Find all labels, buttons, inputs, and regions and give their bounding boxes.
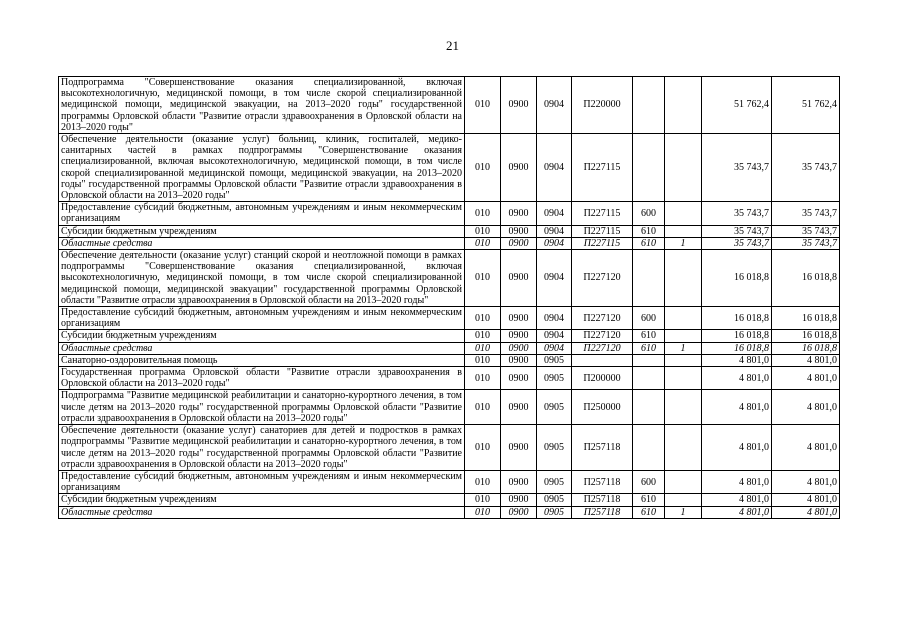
table-row <box>59 330 840 342</box>
amount-1: 16 018,8 <box>702 250 772 307</box>
ved-code: 010 <box>465 225 501 237</box>
amount-1: 16 018,8 <box>702 307 772 330</box>
subsection-code: 0904 <box>537 237 572 249</box>
expense-type-code: 610 <box>633 225 665 237</box>
amount-2: 51 762,4 <box>772 77 840 134</box>
funding-source-code <box>665 367 702 390</box>
amount-1: 4 801,0 <box>702 506 772 518</box>
subsection-code: 0904 <box>537 307 572 330</box>
subsection-code: 0905 <box>537 367 572 390</box>
subsection-code: 0904 <box>537 77 572 134</box>
target-article-code: П227115 <box>572 225 633 237</box>
section-code: 0900 <box>501 202 537 225</box>
subsection-code: 0905 <box>537 494 572 506</box>
table-body <box>59 77 840 519</box>
subsection-code: 0904 <box>537 342 572 354</box>
amount-2: 16 018,8 <box>772 342 840 354</box>
table-row <box>59 250 840 307</box>
subsection-code: 0904 <box>537 134 572 202</box>
row-name: Подпрограмма "Развитие медицинской реабилитации и санаторно-курортного лечения, в том числе детям на 2013–2020 годы" государственной программы Орловской области "Развитие отрасли здравоохранения в Орловской области на 2013–2020 годы" <box>59 390 465 425</box>
amount-1: 35 743,7 <box>702 202 772 225</box>
funding-source-code <box>665 470 702 493</box>
table-row <box>59 506 840 518</box>
table-row <box>59 134 840 202</box>
amount-1: 16 018,8 <box>702 330 772 342</box>
target-article-code: П227120 <box>572 307 633 330</box>
row-name: Предоставление субсидий бюджетным, автономным учреждениям и иным некоммерческим организациям <box>59 470 465 493</box>
amount-1: 4 801,0 <box>702 494 772 506</box>
row-name: Санаторно-оздоровительная помощь <box>59 354 465 366</box>
target-article-code <box>572 354 633 366</box>
target-article-code: П257118 <box>572 494 633 506</box>
section-code: 0900 <box>501 330 537 342</box>
ved-code: 010 <box>465 390 501 425</box>
amount-2: 4 801,0 <box>772 470 840 493</box>
row-name: Предоставление субсидий бюджетным, автономным учреждениям и иным некоммерческим организациям <box>59 202 465 225</box>
table-row <box>59 425 840 471</box>
funding-source-code <box>665 354 702 366</box>
expense-type-code <box>633 367 665 390</box>
row-name: Субсидии бюджетным учреждениям <box>59 225 465 237</box>
expense-type-code: 600 <box>633 202 665 225</box>
target-article-code: П257118 <box>572 425 633 471</box>
table-row <box>59 202 840 225</box>
ved-code: 010 <box>465 250 501 307</box>
subsection-code: 0905 <box>537 390 572 425</box>
row-name: Областные средства <box>59 237 465 249</box>
row-name: Обеспечение деятельности (оказание услуг) санаториев для детей и подростков в рамках подпрограммы "Развитие медицинской реабилитации и санаторно-курортного лечения, в том числе детям на 2013–2020 годы" государственной программы Орловской области "Развитие отрасли здравоохранения в Орловской области на 2013–2020 годы" <box>59 425 465 471</box>
section-code: 0900 <box>501 470 537 493</box>
section-code: 0900 <box>501 250 537 307</box>
amount-1: 4 801,0 <box>702 354 772 366</box>
table-row <box>59 354 840 366</box>
amount-1: 4 801,0 <box>702 367 772 390</box>
section-code: 0900 <box>501 77 537 134</box>
section-code: 0900 <box>501 225 537 237</box>
ved-code: 010 <box>465 470 501 493</box>
amount-1: 4 801,0 <box>702 390 772 425</box>
expense-type-code: 610 <box>633 330 665 342</box>
ved-code: 010 <box>465 237 501 249</box>
row-name: Обеспечение деятельности (оказание услуг) больниц, клиник, госпиталей, медико-санитарных частей в рамках подпрограммы "Совершенствование оказания специализированной, включая высокотехнологичную, медицинской помощи, в том числе скорой специализированной медицинской помощи, медицинской эвакуации, на 2013–2020 годы" государственной программы Орловской области "Развитие отрасли здравоохранения в Орловской области на 2013–2020 годы" <box>59 134 465 202</box>
amount-2: 35 743,7 <box>772 202 840 225</box>
ved-code: 010 <box>465 342 501 354</box>
section-code: 0900 <box>501 425 537 471</box>
amount-1: 51 762,4 <box>702 77 772 134</box>
funding-source-code <box>665 494 702 506</box>
amount-2: 35 743,7 <box>772 237 840 249</box>
subsection-code: 0905 <box>537 354 572 366</box>
target-article-code: П220000 <box>572 77 633 134</box>
funding-source-code <box>665 77 702 134</box>
target-article-code: П227120 <box>572 342 633 354</box>
section-code: 0900 <box>501 354 537 366</box>
amount-2: 16 018,8 <box>772 307 840 330</box>
expense-type-code: 610 <box>633 506 665 518</box>
target-article-code: П257118 <box>572 506 633 518</box>
ved-code: 010 <box>465 425 501 471</box>
table-row <box>59 470 840 493</box>
ved-code: 010 <box>465 134 501 202</box>
amount-1: 35 743,7 <box>702 237 772 249</box>
ved-code: 010 <box>465 354 501 366</box>
funding-source-code: 1 <box>665 342 702 354</box>
funding-source-code: 1 <box>665 506 702 518</box>
table-row <box>59 225 840 237</box>
amount-1: 16 018,8 <box>702 342 772 354</box>
section-code: 0900 <box>501 494 537 506</box>
row-name: Государственная программа Орловской области "Развитие отрасли здравоохранения в Орловской области на 2013–2020 годы" <box>59 367 465 390</box>
page-number: 21 <box>446 38 459 53</box>
amount-2: 4 801,0 <box>772 494 840 506</box>
funding-source-code <box>665 250 702 307</box>
amount-1: 4 801,0 <box>702 470 772 493</box>
table-row <box>59 342 840 354</box>
amount-2: 16 018,8 <box>772 330 840 342</box>
amount-1: 35 743,7 <box>702 134 772 202</box>
section-code: 0900 <box>501 506 537 518</box>
row-name: Подпрограмма "Совершенствование оказания специализированной, включая высокотехнологичную, медицинской помощи, в том числе скорой специализированной медицинской помощи, медицинской эвакуации, на 2013–2020 годы" государственной программы Орловской области "Развитие отрасли здравоохранения в Орловской области на 2013–2020 годы" <box>59 77 465 134</box>
subsection-code: 0904 <box>537 330 572 342</box>
table-row <box>59 237 840 249</box>
target-article-code: П227120 <box>572 250 633 307</box>
expense-type-code <box>633 134 665 202</box>
ved-code: 010 <box>465 494 501 506</box>
funding-source-code <box>665 134 702 202</box>
row-name: Предоставление субсидий бюджетным, автономным учреждениям и иным некоммерческим организациям <box>59 307 465 330</box>
section-code: 0900 <box>501 134 537 202</box>
amount-1: 4 801,0 <box>702 425 772 471</box>
expense-type-code <box>633 425 665 471</box>
expense-type-code: 600 <box>633 470 665 493</box>
amount-2: 35 743,7 <box>772 134 840 202</box>
table-row <box>59 390 840 425</box>
funding-source-code <box>665 330 702 342</box>
funding-source-code: 1 <box>665 237 702 249</box>
expense-type-code: 610 <box>633 342 665 354</box>
amount-2: 4 801,0 <box>772 390 840 425</box>
table-row <box>59 77 840 134</box>
expense-type-code <box>633 354 665 366</box>
subsection-code: 0904 <box>537 202 572 225</box>
table-row <box>59 494 840 506</box>
table-row <box>59 367 840 390</box>
target-article-code: П257118 <box>572 470 633 493</box>
budget-table <box>58 76 840 519</box>
expense-type-code: 610 <box>633 494 665 506</box>
amount-2: 16 018,8 <box>772 250 840 307</box>
ved-code: 010 <box>465 330 501 342</box>
subsection-code: 0904 <box>537 250 572 307</box>
section-code: 0900 <box>501 237 537 249</box>
amount-2: 4 801,0 <box>772 367 840 390</box>
ved-code: 010 <box>465 506 501 518</box>
section-code: 0900 <box>501 390 537 425</box>
funding-source-code <box>665 202 702 225</box>
target-article-code: П227115 <box>572 237 633 249</box>
target-article-code: П227115 <box>572 134 633 202</box>
target-article-code: П200000 <box>572 367 633 390</box>
row-name: Субсидии бюджетным учреждениям <box>59 494 465 506</box>
amount-2: 4 801,0 <box>772 506 840 518</box>
section-code: 0900 <box>501 307 537 330</box>
amount-2: 4 801,0 <box>772 354 840 366</box>
expense-type-code: 600 <box>633 307 665 330</box>
expense-type-code: 610 <box>633 237 665 249</box>
row-name: Областные средства <box>59 342 465 354</box>
funding-source-code <box>665 425 702 471</box>
row-name: Областные средства <box>59 506 465 518</box>
ved-code: 010 <box>465 307 501 330</box>
funding-source-code <box>665 307 702 330</box>
target-article-code: П227120 <box>572 330 633 342</box>
section-code: 0900 <box>501 342 537 354</box>
table-row <box>59 307 840 330</box>
amount-2: 35 743,7 <box>772 225 840 237</box>
funding-source-code <box>665 390 702 425</box>
expense-type-code <box>633 77 665 134</box>
amount-2: 4 801,0 <box>772 425 840 471</box>
section-code: 0900 <box>501 367 537 390</box>
subsection-code: 0905 <box>537 506 572 518</box>
expense-type-code <box>633 250 665 307</box>
ved-code: 010 <box>465 367 501 390</box>
subsection-code: 0905 <box>537 470 572 493</box>
funding-source-code <box>665 225 702 237</box>
subsection-code: 0905 <box>537 425 572 471</box>
amount-1: 35 743,7 <box>702 225 772 237</box>
expense-type-code <box>633 390 665 425</box>
target-article-code: П250000 <box>572 390 633 425</box>
ved-code: 010 <box>465 202 501 225</box>
ved-code: 010 <box>465 77 501 134</box>
target-article-code: П227115 <box>572 202 633 225</box>
row-name: Обеспечение деятельности (оказание услуг) станций скорой и неотложной помощи в рамках подпрограммы "Совершенствование оказания специализированной, включая высокотехнологичную, медицинской помощи, в том числе скорой специализированной медицинской помощи, медицинской эвакуации" государственной программы Орловской области "Развитие отрасли здравоохранения в Орловской области на 2013–2020 годы" <box>59 250 465 307</box>
row-name: Субсидии бюджетным учреждениям <box>59 330 465 342</box>
subsection-code: 0904 <box>537 225 572 237</box>
